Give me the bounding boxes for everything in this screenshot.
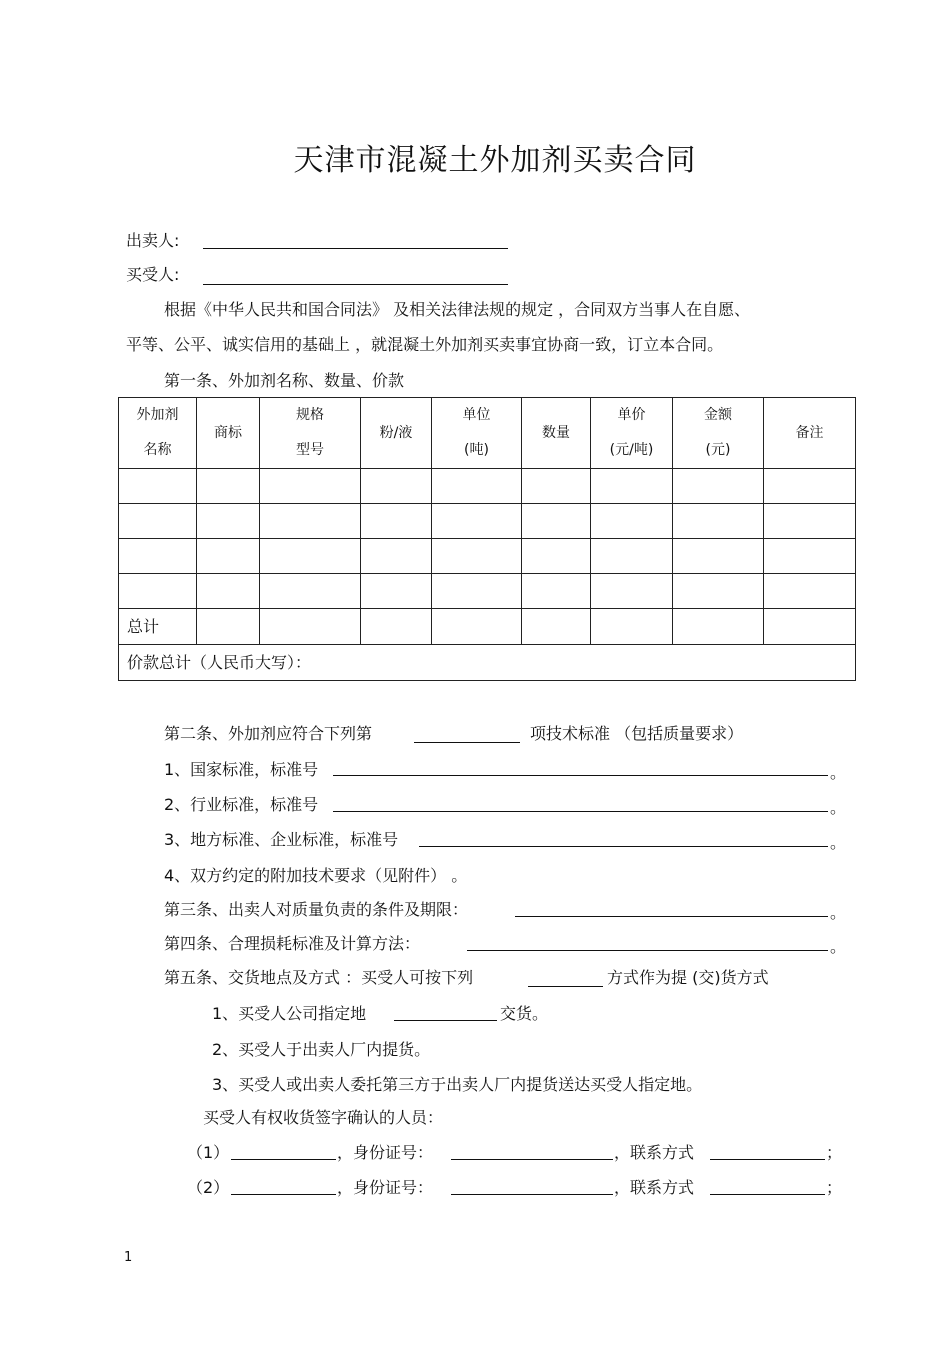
preamble-line-1: 根据《中华人民共和国合同法》 及相关法律法规的规定 ，合同双方当事人在自愿、 [164,300,751,319]
cell[interactable] [522,609,591,645]
table-row [119,574,856,609]
delivery-option-2: 2、买受人于出卖人厂内提货。 [212,1040,431,1059]
items-table [118,397,856,681]
cell[interactable] [764,609,856,645]
col-header-amount: 金额 (元) [673,398,764,469]
end-mark: 。 [830,763,847,782]
person-2-id-field[interactable] [451,1194,613,1195]
article-2-heading-suffix: 项技术标准 （包括质量要求） [530,724,744,743]
delivery-method-field[interactable] [528,986,603,987]
person-2-contact-field[interactable] [710,1194,825,1195]
cell[interactable] [591,609,673,645]
person-1-id-label: ，身份证号： [337,1143,434,1162]
industry-standard-label: 2、行业标准，标准号 [164,795,319,814]
cell[interactable] [522,539,591,574]
col-header-form: 粉/液 [361,398,432,469]
cell[interactable] [673,609,764,645]
cell[interactable] [260,469,361,504]
standard-count-field[interactable] [414,742,520,743]
person-1-contact-label: ，联系方式 [614,1143,695,1162]
cell[interactable] [119,539,197,574]
article-2-heading: 第二条、外加剂应符合下列第 [164,724,373,743]
additional-requirements: 4、双方约定的附加技术要求（见附件） 。 [164,866,468,885]
table-total-row [119,609,856,645]
cell[interactable] [522,574,591,609]
cell[interactable] [432,469,522,504]
table-row [119,469,856,504]
national-standard-label: 1、国家标准，标准号 [164,760,319,779]
end-mark: 。 [830,937,847,956]
seller-field[interactable] [203,248,508,249]
col-header-unit: 单位 (吨) [432,398,522,469]
cell[interactable] [591,504,673,539]
cell[interactable] [361,504,432,539]
cell[interactable] [764,504,856,539]
cell[interactable] [432,539,522,574]
table-row [119,504,856,539]
end-mark: 。 [830,798,847,817]
cell[interactable] [522,504,591,539]
col-header-spec: 规格 型号 [260,398,361,469]
person-1-contact-field[interactable] [710,1159,825,1160]
cell[interactable] [591,539,673,574]
designated-site-field[interactable] [394,1020,497,1021]
end-mark: 。 [830,903,847,922]
authorized-receivers-heading: 买受人有权收货签字确认的人员： [203,1108,444,1127]
cell[interactable] [119,574,197,609]
cell[interactable] [260,609,361,645]
col-header-name: 外加剂 名称 [119,398,197,469]
national-standard-field[interactable] [333,775,828,776]
page-number: 1 [124,1250,133,1265]
person-2-number: （2） [187,1178,230,1197]
cell[interactable] [764,574,856,609]
table-price-total-row [119,645,856,681]
cell[interactable] [119,469,197,504]
person-2-contact-label: ，联系方式 [614,1178,695,1197]
cell[interactable] [764,469,856,504]
article-1-heading: 第一条、外加剂名称、数量、价款 [164,371,405,390]
person-1-id-field[interactable] [451,1159,613,1160]
buyer-field[interactable] [203,284,508,285]
person-2-id-label: ，身份证号： [337,1178,434,1197]
article-5-heading: 第五条、交货地点及方式 ：买受人可按下列 [164,968,474,987]
cell[interactable] [673,574,764,609]
person-2-name-field[interactable] [231,1194,336,1195]
cell[interactable] [260,574,361,609]
person-1-name-field[interactable] [231,1159,336,1160]
cell[interactable] [432,504,522,539]
local-standard-label: 3、地方标准、企业标准，标准号 [164,830,399,849]
article-5-heading-suffix: 方式作为提 (交)货方式 [607,968,769,987]
end-mark: 。 [830,833,847,852]
quality-terms-field[interactable] [515,916,828,917]
preamble-line-2: 平等、公平、诚实信用的基础上 ，就混凝土外加剂买卖事宜协商一致，订立本合同。 [126,335,724,354]
cell[interactable] [764,539,856,574]
cell[interactable] [591,574,673,609]
delivery-option-1-suffix: 交货。 [500,1004,549,1023]
seller-label: 出卖人: [126,231,180,250]
price-total-label[interactable]: 价款总计（人民币大写）： [119,645,856,681]
cell[interactable] [591,469,673,504]
cell[interactable] [197,609,260,645]
cell[interactable] [673,539,764,574]
table-header-row [119,398,856,469]
cell[interactable] [197,469,260,504]
cell[interactable] [197,539,260,574]
document-title: 天津市混凝土外加剂买卖合同 [293,143,697,178]
cell[interactable] [673,504,764,539]
loss-standard-field[interactable] [467,950,828,951]
cell[interactable] [432,574,522,609]
cell[interactable] [361,609,432,645]
cell[interactable] [432,609,522,645]
cell[interactable] [119,504,197,539]
cell[interactable] [522,469,591,504]
cell[interactable] [673,469,764,504]
person-1-end: ； [826,1143,843,1162]
local-standard-field[interactable] [419,846,828,847]
industry-standard-field[interactable] [333,811,828,812]
total-label: 总计 [119,609,197,645]
person-2-end: ； [826,1178,843,1197]
cell[interactable] [361,539,432,574]
article-3-heading: 第三条、出卖人对质量负责的条件及期限： [164,900,469,919]
cell[interactable] [361,574,432,609]
cell[interactable] [260,504,361,539]
cell[interactable] [197,504,260,539]
person-1-number: （1） [187,1143,230,1162]
buyer-label: 买受人: [126,265,180,284]
table-row [119,539,856,574]
delivery-option-1: 1、买受人公司指定地 [212,1004,367,1023]
cell[interactable] [361,469,432,504]
cell[interactable] [260,539,361,574]
col-header-quantity: 数量 [522,398,591,469]
article-4-heading: 第四条、合理损耗标准及计算方法： [164,934,421,953]
col-header-brand: 商标 [197,398,260,469]
cell[interactable] [197,574,260,609]
delivery-option-3: 3、买受人或出卖人委托第三方于出卖人厂内提货送达买受人指定地。 [212,1075,703,1094]
col-header-remark: 备注 [764,398,856,469]
col-header-unit-price: 单价 (元/吨) [591,398,673,469]
